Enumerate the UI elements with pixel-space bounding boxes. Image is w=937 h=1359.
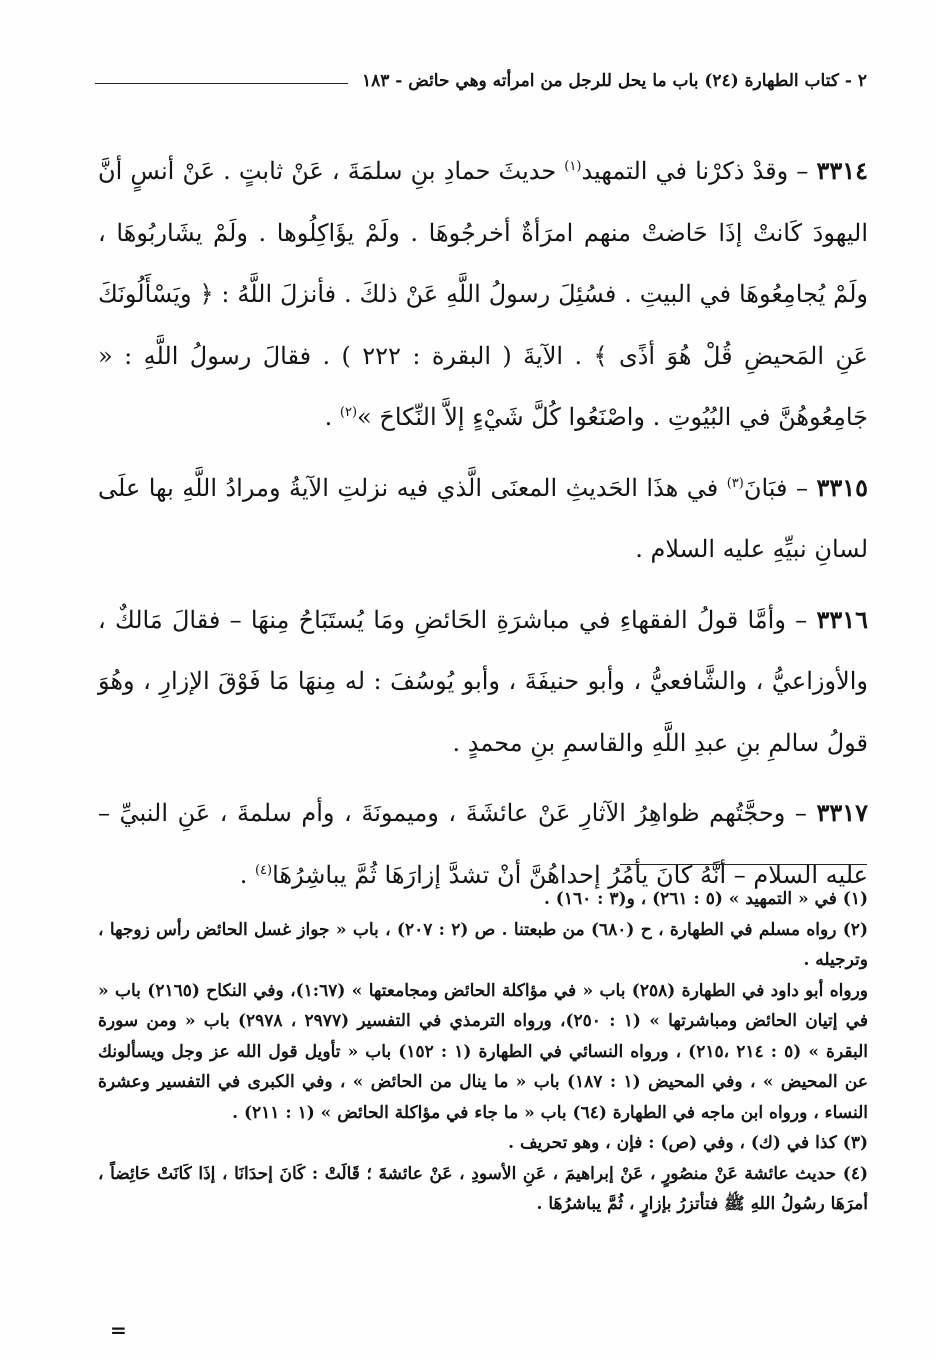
footnote-ref: (٣) [726,475,744,491]
footnote-separator [620,864,867,865]
paragraph-number: ٣٣١٤ [816,156,868,185]
footnote-4: (٤) حديث عائشة عَنْ منصُورٍ ، عَنْ إبراهيمَ ، عَنِ الأسودِ ، عَنْ عائشةَ ؛ قَالَتْ : كَانَ إحدَانَا ، إذَا كَانَتْ حَائِضاً ، أمرَهَا رسُولُ اللهِ ﷺ فتأتزرُ بإزارٍ ، ثُمَّ يباشرُهَا . [98,1163,868,1214]
running-header [95,66,867,96]
paragraph-3314 [98,140,868,449]
footnote-2: (٢) رواه مسلم في الطهارة ، ح (٦٨٠) من طبعتنا . ص (٢ : ٢٠٧) ، باب « جواز غسل الحائض رأس زوجها ، وترجيله . [98,919,868,970]
continuation-mark: = [110,1318,127,1342]
paragraph-text: . [324,403,340,431]
header-rule [95,83,348,84]
footnote-1: (١) في « التمهيد » (٥ : ٢٦١) ، و(٣ : ١٦٠) . [543,889,868,909]
paragraph-text: – فبَانَ [743,473,817,502]
paragraph-3315 [98,457,868,581]
footnote-ref: (١) [564,159,582,174]
footnote-2-continued: ورواه أبو داود في الطهارة (٢٥٨) باب « في مؤاكلة الحائض ومجامعتها » (١:٦٧)، وفي النكاح (٢١٦٥) باب « في إتيان الحائض ومباشرتها » (١ : ٢٥٠)، ورواه الترمذي في التفسير (٢٩٧٧ ، ٢٩٧٨) باب « ومن سورة البقرة » (٥ : ٢١٤ ،٢١٥) ، ورواه النسائي في الطهارة (١ : ١٥٢) باب « تأويل قول الله عز وجل ويسألونك عن المحيض » ، وفي المحيض (١ : ١٨٧) باب « ما ينال من الحائض » ، وفي الكبرى في التفسير وعشرة النساء ، ورواه ابن ماجه في الطهارة (٦٤) باب « ما جاء في مؤاكلة الحائض » (١ : ٢١١) . [98,980,869,1123]
paragraph-text: – وحجَّتُهم ظواهِرُ الآثارِ عَنْ عائشَةَ ، وميمونَةَ ، وأم سلمةَ ، عَنِ النبيِّ – عليه السلام – أنَّهُ كانَ يأمُرُ إحداهُنَّ أنْ تشدَّ إزارَهَا ثُمَّ يباشِرُهَا [98,799,868,889]
paragraph-text: حديثَ حمادِ بنِ سلمَةَ ، عَنْ ثابتٍ . عَنْ أنسٍ أنَّ اليهودَ كَانتْ إذَا حَاضتْ منهم امرَأةٌ أخرجُوهَا . ولَمْ يؤَاكِلُوها . ولَمْ يشَاربُوهَا ، ولَمْ يُجامِعُوهَا في البيتِ . فسُئِلَ رسولُ اللَّهِ عَنْ ذلكَ . فأنزلَ اللَّهُ : ﴿ ويَسْأَلُونَكَ عَنِ المَحيضِ قُلْ هُوَ أذًى ﴾ . الآيةَ ( البقرة : ٢٢٢ ) . فقالَ رسولُ اللَّهِ : « جَامِعُوهُنَّ في البُيُوتِ . واصْنَعُوا كُلَّ شَيْءٍ إلاَّ النِّكاحَ » [98,157,869,431]
paragraph-number: ٣٣١٦ [816,604,868,634]
main-text [98,140,868,914]
footnote-ref: (٤) [254,862,273,878]
paragraph-number: ٣٣١٥ [816,472,868,502]
footnote-3: (٣) كذا في (ك) ، وفي (ص) : فإن ، وهو تحريف . [508,1133,868,1153]
footnote-ref: (٢) [339,405,358,420]
paragraph-text: – وقدْ ذكرْنا في التمهيد [581,157,817,185]
running-title: ٢ - كتاب الطهارة (٢٤) باب ما يحل للرجل من امرأته وهي حائض - ١٨٣ [361,71,867,91]
paragraph-text: . [239,860,255,889]
footnotes [98,884,868,1220]
paragraph-3316 [98,589,868,775]
paragraph-number: ٣٣١٧ [816,798,868,827]
paragraph-text: في هذَا الحَديثِ المعنَى الَّذي فيه نزلتِ الآيةُ ومرادُ اللَّهِ بها علَى لسانِ نبيِّهِ عليه السلام . [98,473,868,563]
paragraph-text: – وأمَّا قولُ الفقهاءِ في مباشرَةِ الحَائضِ ومَا يُستَبَاحُ مِنهَا – فقالَ مَالكٌ ، والأوزاعيُّ ، والشَّافعيُّ ، وأبو حنيفَةَ ، وأبو يُوسُفَ : له مِنهَا مَا فَوْقَ الإزارِ ، وهُوَ قولُ سالمِ بنِ عبدِ اللَّهِ والقاسمِ بنِ محمدٍ . [98,605,868,757]
